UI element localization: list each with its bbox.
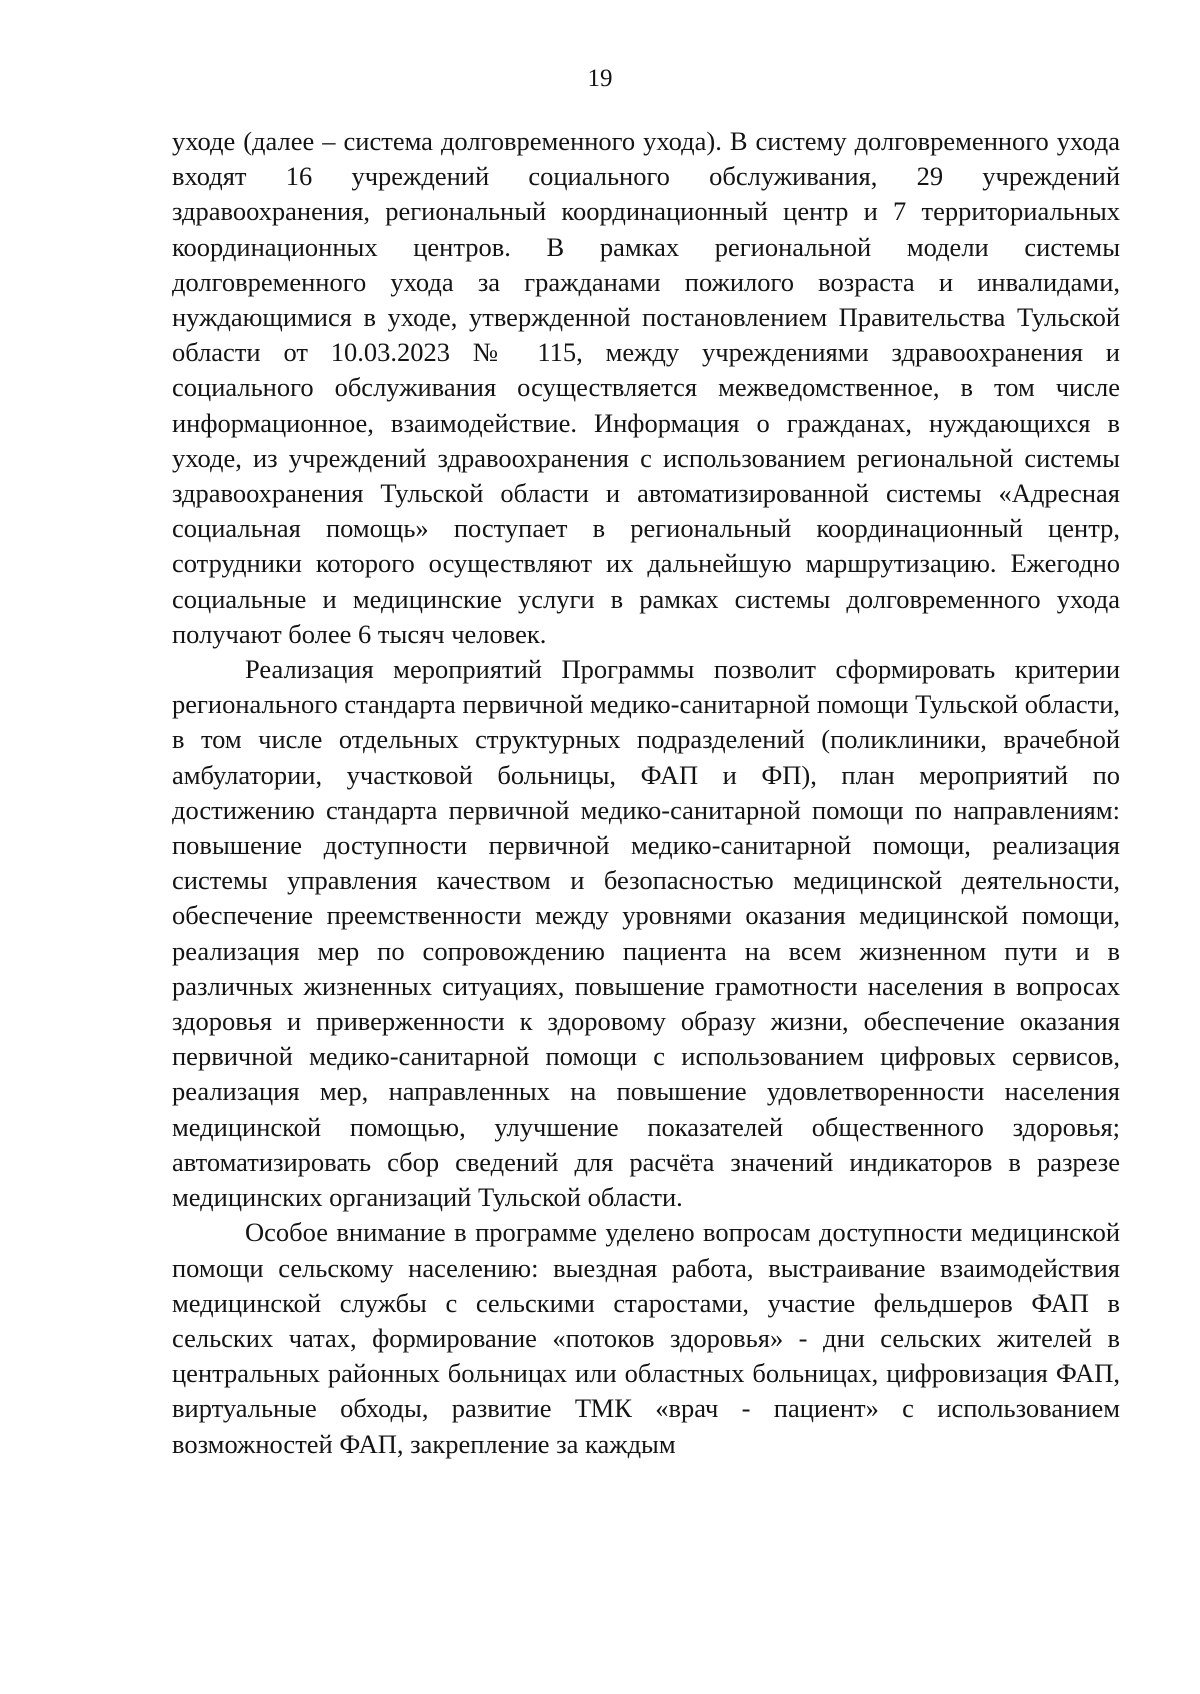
page-number: 19 — [587, 65, 613, 92]
body-text — [172, 124, 1120, 1462]
paragraph-long-term-care: уходе (далее – система долговременного ухода). В систему долговременного ухода входят 16 учреждений социального обслуживания, 29 учреждений здравоохранения, региональный координационный центр и 7 территориальных координационных центров. В рамках региональной модели системы долговременного ухода за гражданами пожилого возраста и инвалидами, нуждающимися в уходе, утвержденной постановлением Правительства Тульской области от 10.03.2023 № 115, между учреждениями здравоохранения и социального обслуживания осуществляется межведомственное, в том числе информационное, взаимодействие. Информация о гражданах, нуждающихся в уходе, из учреждений здравоохранения с использованием региональной системы здравоохранения Тульской области и автоматизированной системы «Адресная социальная помощь» поступает в региональный координационный центр, сотрудники которого осуществляют их дальнейшую маршрутизацию. Ежегодно социальные и медицинские услуги в рамках системы долговременного ухода получают более 6 тысяч человек. — [172, 126, 1120, 649]
paragraph-rural-access: Особое внимание в программе уделено вопросам доступности медицинской помощи сельскому населению: выездная работа, выстраивание взаимодействия медицинской службы с сельскими старостами, участие фельдшеров ФАП в сельских чатах, формирование «потоков здоровья» - дни сельских жителей в центральных районных больницах или областных больницах, цифровизация ФАП, виртуальные обходы, развитие ТМК «врач - пациент» с использованием возможностей ФАП, закрепление за каждым — [172, 1217, 1120, 1459]
paragraph-program-measures: Реализация мероприятий Программы позволит сформировать критерии регионального стандарта первичной медико-санитарной помощи Тульской области, в том числе отдельных структурных подразделений (поликлиники, врачебной амбулатории, участковой больницы, ФАП и ФП), план мероприятий по достижению стандарта первичной медико-санитарной помощи по направлениям: повышение доступности первичной медико-санитарной помощи, реализация системы управления качеством и безопасностью медицинской деятельности, обеспечение преемственности между уровнями оказания медицинской помощи, реализация мер по сопровождению пациента на всем жизненном пути и в различных жизненных ситуациях, повышение грамотности населения в вопросах здоровья и приверженности к здоровому образу жизни, обеспечение оказания первичной медико-санитарной помощи с использованием цифровых сервисов, реализация мер, направленных на повышение удовлетворенности населения медицинской помощью, улучшение показателей общественного здоровья; автоматизировать сбор сведений для расчёта значений индикаторов в разрезе медицинских организаций Тульской области. — [172, 654, 1120, 1213]
